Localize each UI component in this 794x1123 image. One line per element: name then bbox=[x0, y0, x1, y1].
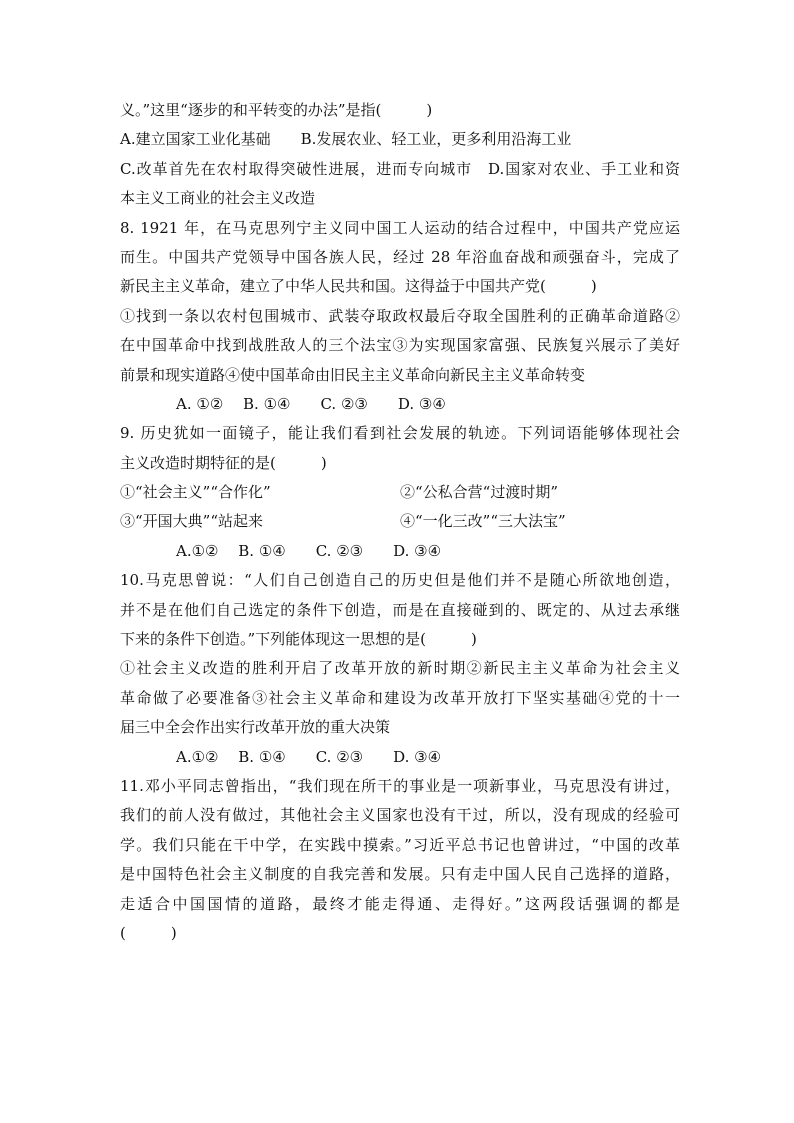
q8-statements-line3: 前景和现实道路④使中国革命由旧民主主义革命向新民主主义革命转变 bbox=[120, 365, 586, 384]
q9-stem-line1: 9. 历史犹如一面镜子，能让我们看到社会发展的轨迹。下列词语能够体现社会 bbox=[120, 424, 680, 443]
q10-options: A.①② B. ①④ C. ②③ D. ③④ bbox=[176, 747, 442, 766]
q11-stem-line2: 我们的前人没有做过，其他社会主义国家也没有干过，所以，没有现成的经验可 bbox=[120, 806, 680, 825]
q9-statements-row2 bbox=[120, 507, 680, 536]
q9-statement-3: ③“开国大典”“站起来 bbox=[120, 512, 264, 531]
q11-stem-line4: 是中国特色社会主义制度的自我完善和发展。只有走中国人民自己选择的道路， bbox=[120, 865, 680, 884]
q11-stem-line6: ( ) bbox=[120, 923, 177, 942]
document-page bbox=[120, 96, 680, 948]
q9-statements-row1 bbox=[120, 478, 680, 507]
q11-stem-line3: 学。我们只能在干中学，在实践中摸索。”习近平总书记也曾讲过，“中国的改革 bbox=[120, 835, 680, 854]
q9-stem-line2: 主义改造时期特征的是( ) bbox=[120, 453, 327, 472]
q11-stem-line5: 走适合中国国情的道路，最终才能走得通、走得好。”这两段话强调的都是 bbox=[120, 894, 680, 913]
q9-options: A.①② B. ①④ C. ②③ D. ③④ bbox=[176, 541, 442, 560]
q7-options-ab: A.建立国家工业化基础 B.发展农业、轻工业，更多利用沿海工业 bbox=[120, 130, 572, 149]
q10-stem-line1: 10.马克思曾说：“人们自己创造自己的历史但是他们并不是随心所欲地创造， bbox=[120, 571, 680, 590]
q10-stem-line2: 并不是在他们自己选定的条件下创造，而是在直接碰到的、既定的、从过去承继 bbox=[120, 600, 680, 619]
q10-stem-line3: 下来的条件下创造。”下列能体现这一思想的是( ) bbox=[120, 630, 477, 649]
q8-options: A. ①② B. ①④ C. ②③ D. ③④ bbox=[176, 394, 446, 413]
q8-statements-line2: 在中国革命中找到战胜敌人的三个法宝③为实现国家富强、民族复兴展示了美好 bbox=[120, 336, 680, 355]
q10-statements-line1: ①社会主义改造的胜利开启了改革开放的新时期②新民主主义革命为社会主义 bbox=[120, 659, 680, 678]
q7-options-cd-line2: 本主义工商业的社会主义改造 bbox=[120, 189, 316, 208]
q9-statement-1: ①“社会主义”“合作化” bbox=[120, 483, 271, 502]
q8-stem-line3: 新民主主义革命，建立了中华人民共和国。这得益于中国共产党( ) bbox=[120, 277, 597, 296]
q10-statements-line2: 革命做了必要准备③社会主义革命和建设为改革开放打下坚实基础④党的十一 bbox=[120, 688, 680, 707]
q7-options-cd-line1: C.改革首先在农村取得突破性进展，进而专向城市 D.国家对农业、手工业和资 bbox=[120, 159, 680, 178]
q7-stem-end: 义。”这里“逐步的和平转变的办法”是指( ) bbox=[120, 101, 433, 119]
q8-stem-line1: 8. 1921 年，在马克思列宁主义同中国工人运动的结合过程中，中国共产党应运 bbox=[120, 218, 680, 237]
q9-statement-2: ②“公私合营“过渡时期” bbox=[400, 483, 559, 502]
q8-statements-line1: ①找到一条以农村包围城市、武装夺取政权最后夺取全国胜利的正确革命道路② bbox=[120, 306, 680, 325]
q11-stem-line1: 11.邓小平同志曾指出，“我们现在所干的事业是一项新事业，马克思没有讲过， bbox=[120, 776, 680, 795]
q8-stem-line2: 而生。中国共产党领导中国各族人民，经过 28 年浴血奋战和顽强奋斗，完成了 bbox=[120, 247, 680, 266]
q10-statements-line3: 届三中全会作出实行改革开放的重大决策 bbox=[120, 718, 391, 737]
q9-statement-4: ④“一化三改”“三大法宝” bbox=[400, 512, 566, 531]
